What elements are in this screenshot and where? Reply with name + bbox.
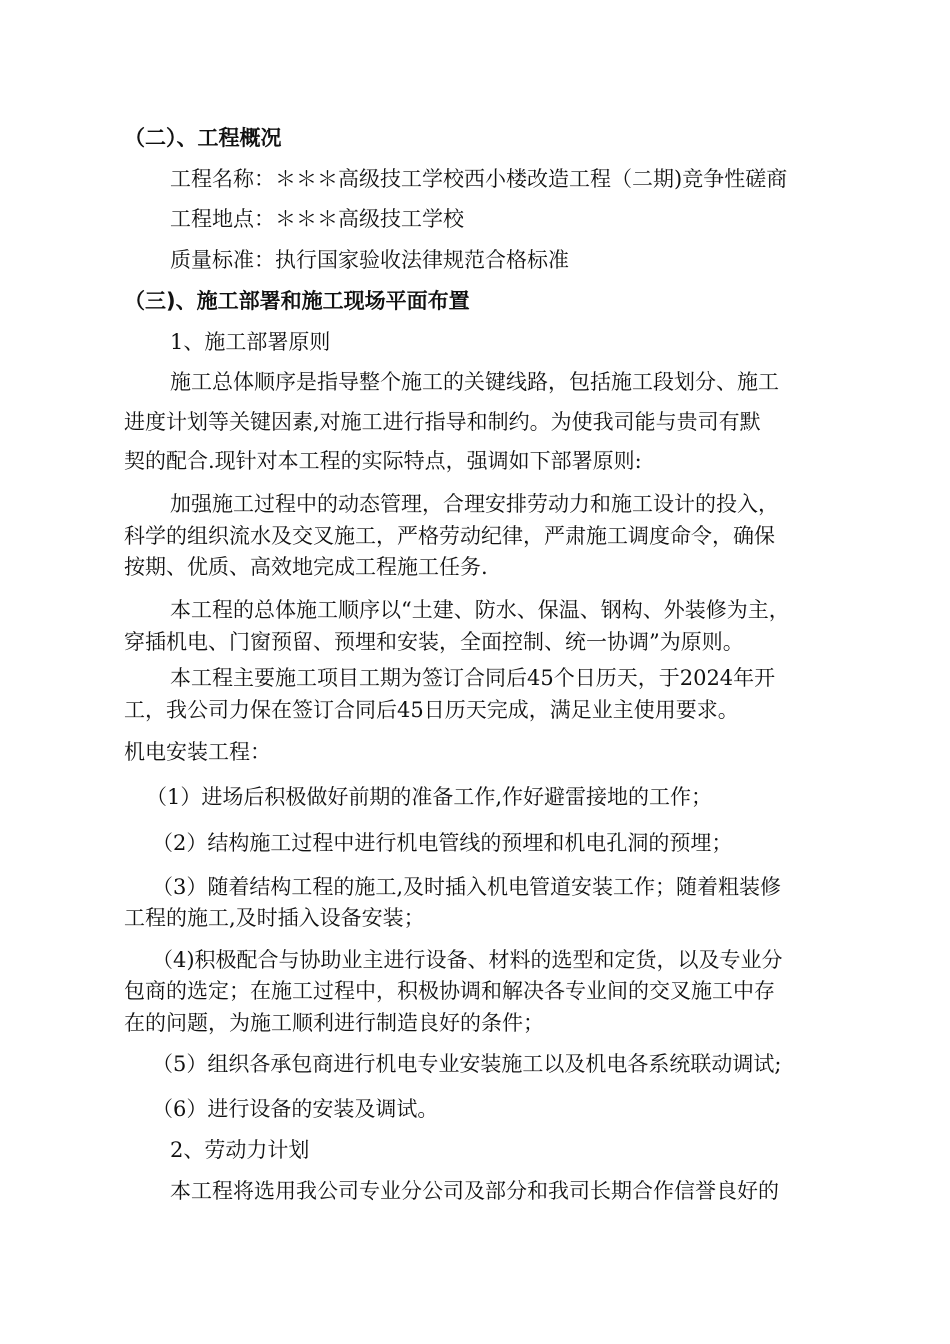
list-item: （1）进场后积极做好前期的准备工作,作好避雷接地的工作； — [146, 785, 713, 809]
project-name: 工程名称：＊＊＊高级技工学校西小楼改造工程（二期)竞争性磋商 — [170, 167, 788, 191]
subheading-principles: 1、施工部署原则 — [170, 330, 331, 354]
list-item: （6）进行设备的安装及调试。 — [152, 1097, 439, 1121]
paragraph-line: 本工程主要施工项目工期为签订合同后45个日历天，于2024年开 — [170, 666, 776, 690]
subheading-labor-plan: 2、劳动力计划 — [170, 1138, 310, 1162]
paragraph-line: 本工程的总体施工顺序以“土建、防水、保温、钢构、外装修为主， — [170, 598, 790, 622]
paragraph-line: 按期、优质、高效地完成工程施工任务. — [124, 555, 488, 579]
list-item: （5）组织各承包商进行机电专业安装施工以及机电各系统联动调试; — [152, 1052, 782, 1076]
paragraph-labor: 本工程将选用我公司专业分公司及部分和我司长期合作信誉良好的 — [170, 1179, 779, 1203]
list-item: 在的问题，为施工顺利进行制造良好的条件； — [124, 1011, 544, 1035]
list-item: 工程的施工,及时插入设备安装； — [124, 906, 425, 930]
section-heading-overview: （二）、工程概况 — [124, 126, 282, 150]
list-item: 包商的选定；在施工过程中，积极协调和解决各专业间的交叉施工中存 — [124, 979, 775, 1003]
mep-title: 机电安装工程： — [124, 740, 271, 764]
list-item: （3）随着结构工程的施工,及时插入机电管道安装工作；随着粗装修 — [152, 875, 782, 899]
paragraph-line: 加强施工过程中的动态管理，合理安排劳动力和施工设计的投入， — [170, 492, 779, 516]
list-item: （4)积极配合与协助业主进行设备、材料的选型和定货，以及专业分 — [152, 948, 783, 972]
paragraph-line: 施工总体顺序是指导整个施工的关键线路，包括施工段划分、施工 — [170, 370, 779, 394]
list-item: （2）结构施工过程中进行机电管线的预埋和机电孔洞的预埋； — [152, 831, 733, 855]
paragraph-line: 契的配合.现针对本工程的实际特点，强调如下部署原则: — [124, 449, 642, 473]
paragraph-line: 进度计划等关键因素,对施工进行指导和制约。为使我司能与贵司有默 — [124, 410, 761, 434]
section-heading-deployment: （三)、施工部署和施工现场平面布置 — [124, 289, 470, 313]
paragraph-line: 科学的组织流水及交叉施工，严格劳动纪律，严肃施工调度命令，确保 — [124, 524, 775, 548]
project-location: 工程地点：＊＊＊高级技工学校 — [170, 207, 464, 231]
paragraph-line: 工，我公司力保在签订合同后45日历天完成，满足业主使用要求。 — [124, 698, 739, 722]
paragraph-line: 穿插机电、门窗预留、预埋和安装，全面控制、统一协调”为原则。 — [124, 630, 744, 654]
quality-standard: 质量标准：执行国家验收法律规范合格标准 — [170, 248, 569, 272]
